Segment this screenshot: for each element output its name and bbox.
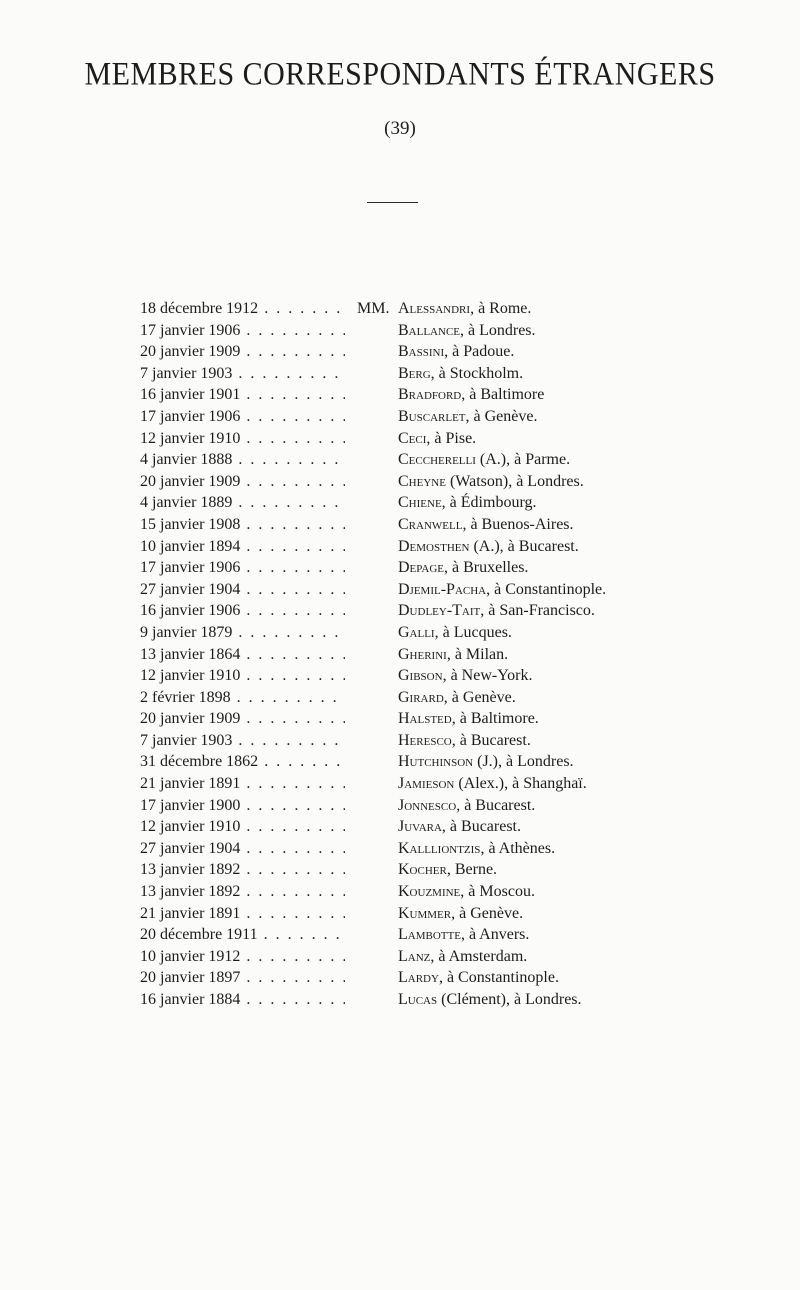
- member-name: Depage: [398, 559, 444, 577]
- election-date: 16 janvier 1906 . . .: [140, 600, 345, 622]
- member-row: [0, 363, 800, 385]
- election-date: 20 janvier 1897 . . .: [140, 967, 345, 989]
- member-name: Ceci: [398, 429, 427, 447]
- member-location: , à Amsterdam.: [430, 947, 528, 965]
- member-row: [0, 946, 800, 968]
- member-name: Girard: [398, 688, 444, 706]
- member-row: [0, 903, 800, 925]
- election-date: 12 janvier 1910 . . .: [140, 816, 345, 838]
- member-row: [0, 492, 800, 514]
- member-row: [0, 967, 800, 989]
- member-name: Ceccherelli: [398, 451, 476, 469]
- election-date: 20 janvier 1909 . . .: [140, 708, 345, 730]
- member-name: Cheyne: [398, 472, 446, 490]
- election-date: 13 janvier 1892 . . .: [140, 881, 345, 903]
- member-name: Chiene: [398, 494, 442, 512]
- member-name: Lucas: [398, 991, 438, 1008]
- member-name: Gibson: [398, 667, 443, 685]
- member-location: , à Padoue.: [444, 343, 515, 361]
- member-row: [0, 816, 800, 838]
- member-name: Alessandri: [398, 300, 471, 317]
- member-name: Cranwell: [398, 515, 463, 533]
- election-date: 2 février 1898 . . .: [140, 687, 345, 709]
- election-date: 10 janvier 1894 . . .: [140, 536, 345, 558]
- member-row: [0, 881, 800, 903]
- member-location: (Clément), à Londres.: [437, 991, 582, 1008]
- member-name: Bradford: [398, 386, 462, 404]
- member-location: , à Buenos-Aires.: [462, 515, 574, 533]
- election-date: 13 janvier 1892 . . .: [140, 859, 345, 881]
- member-row: [0, 859, 800, 881]
- election-date: 7 janvier 1903 . . .: [140, 363, 345, 385]
- member-row: [0, 687, 800, 709]
- member-row: [0, 773, 800, 795]
- member-name: Kallliontzis: [398, 839, 481, 857]
- election-date: 17 janvier 1900 . . .: [140, 795, 345, 817]
- member-location: , à Bucarest.: [441, 818, 521, 836]
- election-date: 13 janvier 1864 . . .: [140, 644, 345, 666]
- election-date: 16 janvier 1901 . . .: [140, 384, 345, 406]
- member-name: Berg: [398, 364, 431, 382]
- member-location: (A.), à Bucarest.: [469, 537, 579, 555]
- member-location: , à Genève.: [465, 407, 538, 425]
- election-date: 12 janvier 1910 . . .: [140, 665, 345, 687]
- member-location: , à Londres.: [460, 321, 536, 339]
- election-date: 20 décembre 1911 . . .: [140, 924, 345, 946]
- member-row: [0, 751, 800, 773]
- member-row: [0, 600, 800, 622]
- election-date: 31 décembre 1862 . . .: [140, 751, 345, 773]
- member-name: Gherini: [398, 645, 447, 663]
- member-name: Buscarlet: [398, 407, 466, 425]
- member-name: Heresco: [398, 731, 452, 749]
- member-location: , à Milan.: [446, 645, 509, 663]
- member-location: , à Rome.: [470, 300, 532, 317]
- election-date: 4 janvier 1889 . . .: [140, 492, 345, 514]
- election-date: 27 janvier 1904 . . .: [140, 579, 345, 601]
- member-row: [0, 644, 800, 666]
- election-date: 21 janvier 1891 . . .: [140, 903, 345, 925]
- member-name: Lambotte: [398, 926, 461, 944]
- member-list: [0, 298, 800, 1011]
- member-row: [0, 557, 800, 579]
- member-location: , à Bruxelles.: [444, 559, 529, 577]
- election-date: 18 décembre 1912 . . .: [140, 298, 345, 320]
- member-row: [0, 838, 800, 860]
- election-date: 10 janvier 1912 . . .: [140, 946, 345, 968]
- member-row: [0, 298, 800, 320]
- member-row: [0, 708, 800, 730]
- election-date: 17 janvier 1906 . . .: [140, 320, 345, 342]
- election-date: 20 janvier 1909 . . .: [140, 341, 345, 363]
- member-row: [0, 449, 800, 471]
- member-location: , à Constantinople.: [486, 580, 607, 598]
- member-location: , à Bucarest.: [451, 731, 531, 749]
- member-location: (J.), à Londres.: [473, 753, 574, 771]
- election-date: 17 janvier 1906 . . .: [140, 557, 345, 579]
- member-name: Dudley-Tait: [398, 602, 481, 620]
- member-name: Ballance: [398, 321, 460, 339]
- member-location: , à Lucques.: [434, 623, 512, 641]
- member-row: [0, 406, 800, 428]
- member-row: [0, 730, 800, 752]
- member-location: (Watson), à Londres.: [445, 472, 584, 490]
- member-row: [0, 989, 800, 1011]
- member-row: [0, 514, 800, 536]
- member-name: Kocher: [398, 861, 447, 879]
- member-name: Kummer: [398, 904, 452, 922]
- election-date: 15 janvier 1908 . . .: [140, 514, 345, 536]
- member-name: Lardy: [398, 969, 439, 987]
- member-row: [0, 341, 800, 363]
- member-location: , à New-York.: [442, 667, 533, 685]
- member-name: Galli: [398, 623, 435, 641]
- member-location: , à Athènes.: [480, 839, 556, 857]
- divider: [367, 202, 418, 203]
- member-location: , à Genève.: [451, 904, 524, 922]
- election-date: 17 janvier 1906 . . .: [140, 406, 345, 428]
- member-row: [0, 795, 800, 817]
- member-location: , à Bucarest.: [456, 796, 536, 814]
- member-row: [0, 665, 800, 687]
- page-title: MEMBRES CORRESPONDANTS ÉTRANGERS: [84, 56, 716, 93]
- member-row: [0, 924, 800, 946]
- member-location: , à Moscou.: [460, 883, 535, 901]
- member-name: Jamieson: [398, 775, 455, 793]
- election-date: 16 janvier 1884 . . .: [140, 989, 345, 1011]
- election-date: 21 janvier 1891 . . .: [140, 773, 345, 795]
- member-location: , à Constantinople.: [438, 969, 559, 987]
- member-location: (Alex.), à Shanghaï.: [454, 775, 587, 793]
- member-name: Hutchinson: [398, 753, 474, 771]
- member-row: [0, 428, 800, 450]
- election-date: 4 janvier 1888 . . .: [140, 449, 345, 471]
- member-location: (A.), à Parme.: [475, 451, 571, 469]
- election-date: 7 janvier 1903 . . .: [140, 730, 345, 752]
- member-name: Kouzmine: [398, 883, 461, 901]
- member-row: [0, 579, 800, 601]
- member-location: , à Anvers.: [460, 926, 530, 944]
- member-location: , à San-Francisco.: [480, 602, 595, 620]
- member-row: [0, 471, 800, 493]
- member-name: Juvara: [398, 818, 442, 836]
- honorific: MM.: [357, 298, 393, 320]
- member-location: , à Baltimore: [461, 386, 545, 404]
- member-row: [0, 384, 800, 406]
- member-count: (39): [384, 118, 416, 139]
- member-row: [0, 536, 800, 558]
- member-location: , à Stockholm.: [430, 364, 524, 382]
- member-location: , à Pise.: [426, 429, 477, 447]
- election-date: 27 janvier 1904 . . .: [140, 838, 345, 860]
- election-date: 9 janvier 1879 . . .: [140, 622, 345, 644]
- member-name: Jonnesco: [398, 796, 457, 814]
- member-location: , à Baltimore.: [451, 710, 539, 728]
- election-date: 12 janvier 1910 . . .: [140, 428, 345, 450]
- member-row: [0, 320, 800, 342]
- member-name: Djemil-Pacha: [398, 580, 487, 598]
- member-location: , à Genève.: [443, 688, 516, 706]
- member-name: Demosthen: [398, 537, 470, 555]
- member-name: Bassini: [398, 343, 445, 361]
- member-location: , à Édimbourg.: [441, 494, 537, 512]
- member-location: , Berne.: [446, 861, 498, 879]
- member-name: Lanz: [398, 947, 431, 965]
- member-name: Halsted: [398, 710, 452, 728]
- election-date: 20 janvier 1909 . . .: [140, 471, 345, 493]
- member-row: [0, 622, 800, 644]
